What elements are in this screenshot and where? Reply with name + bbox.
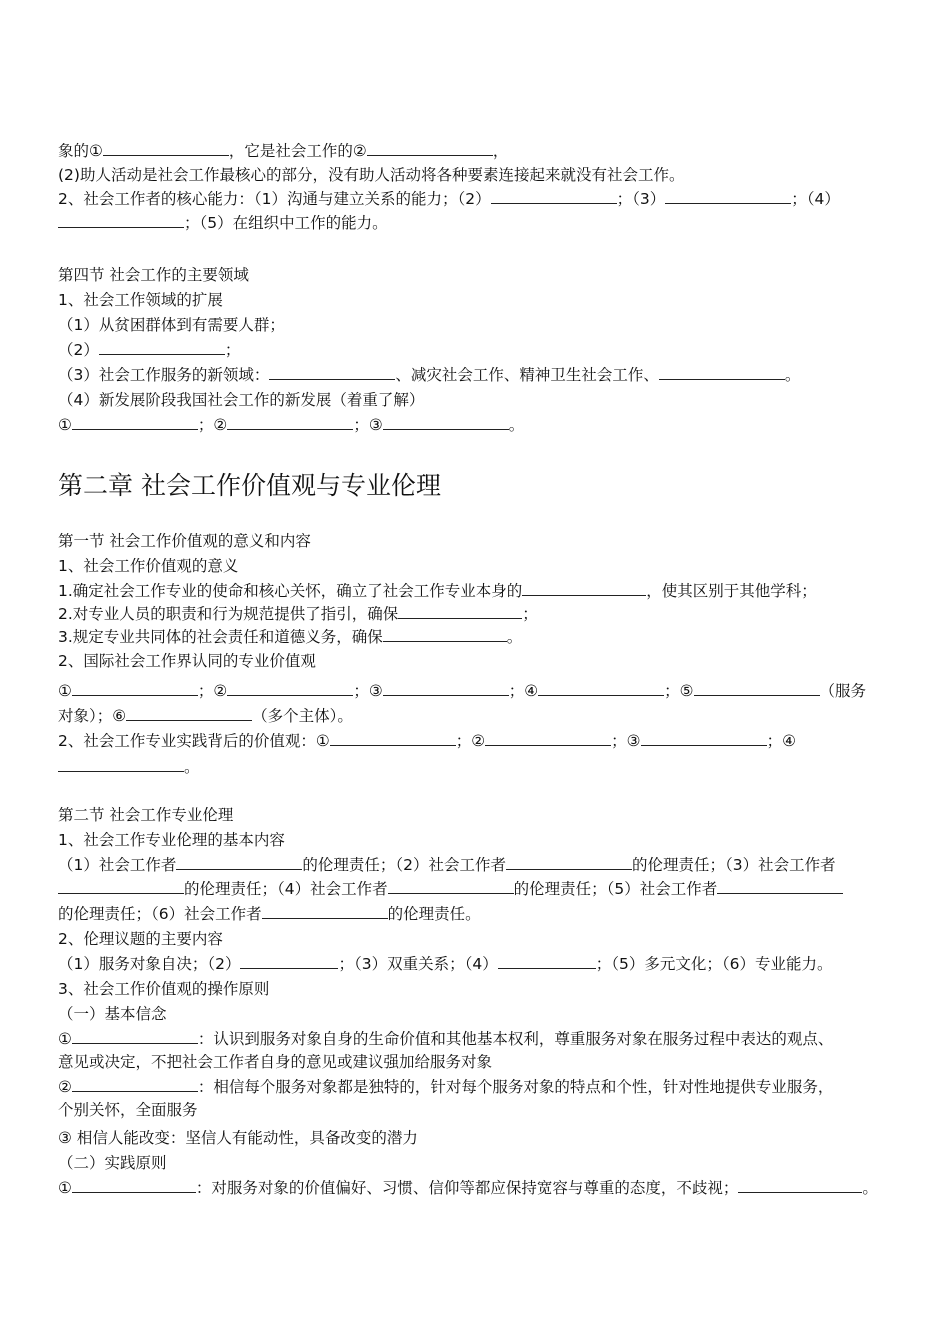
blank [388,879,514,894]
text: （3）社会工作服务的新领域： [58,366,270,384]
text: 的伦理责任。 [387,905,481,923]
blank [227,681,353,696]
section-heading: 第一节 社会工作价值观的意义和内容 [58,532,311,550]
blank [383,415,509,430]
text-line: 个别关怀，全面服务 [58,1101,198,1119]
blank [367,141,493,156]
text: ① [58,1030,72,1048]
text: ；④ [766,732,796,750]
text: ；③ [611,732,641,750]
blank [126,706,252,721]
text-line [58,581,817,601]
text: ；② [455,732,486,750]
blank [498,954,596,969]
text-line: （4）新发展阶段我国社会工作的新发展（着重了解） [58,391,425,409]
text: ；④ [508,682,539,700]
blank [383,627,507,642]
text: ；③ [353,682,383,700]
blank [72,415,198,430]
text-line [58,365,800,385]
blank [58,213,184,228]
text: ① [58,416,72,434]
blank [240,954,338,969]
text-line [58,1178,878,1198]
blank [72,681,198,696]
text-line [58,213,388,233]
text-line: 意见或决定，不把社会工作者自身的意见或建议强加给服务对象 [58,1053,493,1071]
blank [694,681,820,696]
text: 。 [784,366,801,384]
blank [72,1178,196,1193]
text: ；（5）在组织中工作的能力。 [184,214,388,232]
blank [262,904,388,919]
text: ， [492,142,509,160]
text-line [58,415,524,435]
text: 2、社会工作专业实践背后的价值观：① [58,732,330,750]
blank [72,1029,198,1044]
blank [522,581,646,596]
blank [665,189,791,204]
text-line: （1）从贫困群体到有需要人群； [58,316,285,334]
text-line [58,604,538,624]
blank [491,189,617,204]
text: 。 [508,416,525,434]
text: ；③ [353,416,383,434]
text-line [58,627,522,647]
text: 2、社会工作者的核心能力：（1）沟通与建立关系的能力；（2） [58,190,491,208]
text-line: 1、社会工作专业伦理的基本内容 [58,831,285,849]
text: ；（5）多元文化；（6）专业能力。 [595,955,833,973]
text: ；② [197,682,228,700]
text: 对象）；⑥ [58,707,127,725]
text: ，使其区别于其他学科； [646,582,817,600]
blank [641,731,767,746]
text-line [58,1077,833,1097]
blank [659,365,785,380]
text: ：认识到服务对象自身的生命价值和其他基本权利，尊重服务对象在服务过程中表达的观点、 [197,1030,834,1048]
text: ； [224,341,241,359]
text-line [58,855,836,875]
text: （多个主体）。 [252,707,353,725]
text: 、减灾社会工作、精神卫生社会工作、 [395,366,659,384]
blank [717,879,843,894]
text: 象的① [58,142,103,160]
text-line: （一）基本信念 [58,1005,167,1023]
blank [269,365,395,380]
text: ① [58,1179,72,1197]
text-line: 1、社会工作领域的扩展 [58,291,223,309]
text: 1.确定社会工作专业的使命和核心关怀，确立了社会工作专业本身的 [58,582,523,600]
text-line [58,904,481,924]
text: 。 [184,758,200,776]
blank [538,681,664,696]
blank [383,681,509,696]
text-line: 2、国际社会工作界认同的专业价值观 [58,652,316,670]
text-line [58,954,832,974]
text: 。 [506,628,523,646]
text: 。 [862,1179,878,1197]
text: 3.规定专业共同体的社会责任和道德义务，确保 [58,628,383,646]
text-line [58,757,200,777]
text-line [58,879,843,899]
text-line: (2)助人活动是社会工作最核心的部分，没有助人活动将各种要素连接起来就没有社会工作。 [58,166,685,184]
blank [58,879,184,894]
text-line: 1、社会工作价值观的意义 [58,557,239,575]
blank [506,855,632,870]
blank [103,141,229,156]
text: （2） [58,341,99,359]
text: ； [522,605,538,623]
text: 的伦理责任；（6）社会工作者 [58,905,262,923]
text-line [58,189,840,209]
blank [738,1178,862,1193]
text: ；⑤ [664,682,694,700]
blank [99,340,225,355]
text-line: 2、伦理议题的主要内容 [58,930,223,948]
section-heading: 第四节 社会工作的主要领域 [58,266,249,284]
blank [227,415,353,430]
text: ；（3） [616,190,666,208]
text: ，它是社会工作的② [228,142,367,160]
text-line [58,681,866,701]
text: ① [58,682,72,700]
text: 的伦理责任；（4）社会工作者 [184,880,388,898]
text-line [58,141,508,161]
section-heading: 第二节 社会工作专业伦理 [58,806,234,824]
text-line: 3、社会工作价值观的操作原则 [58,980,270,998]
text-line [58,731,796,751]
blank [176,855,302,870]
blank [485,731,611,746]
text-line: ③ 相信人能改变：坚信人有能动性，具备改变的潜力 [58,1129,418,1147]
text: （1）服务对象自决；（2） [58,955,241,973]
text: 的伦理责任；（2）社会工作者 [302,856,506,874]
text-line [58,1029,833,1049]
text: ：相信每个服务对象都是独特的，针对每个服务对象的特点和个性，针对性地提供专业服务， [197,1078,834,1096]
text: 的伦理责任；（5）社会工作者 [513,880,718,898]
blank [330,731,456,746]
text: ：对服务对象的价值偏好、习惯、信仰等都应保持宽容与尊重的态度，不歧视； [195,1179,739,1197]
blank [58,757,184,772]
blank [398,604,522,619]
text: ；（3）双重关系；（4） [338,955,498,973]
text: ；（4） [791,190,840,208]
text: （1）社会工作者 [58,856,177,874]
text-line: （二）实践原则 [58,1154,167,1172]
text: ② [58,1078,72,1096]
text: （服务 [819,682,867,700]
text: 的伦理责任；（3）社会工作者 [632,856,836,874]
blank [72,1077,198,1092]
text: 2.对专业人员的职责和行为规范提供了指引，确保 [58,605,399,623]
chapter-title: 第二章 社会工作价值观与专业伦理 [58,471,441,500]
text-line [58,340,240,360]
text-line [58,706,353,726]
text: ；② [197,416,228,434]
